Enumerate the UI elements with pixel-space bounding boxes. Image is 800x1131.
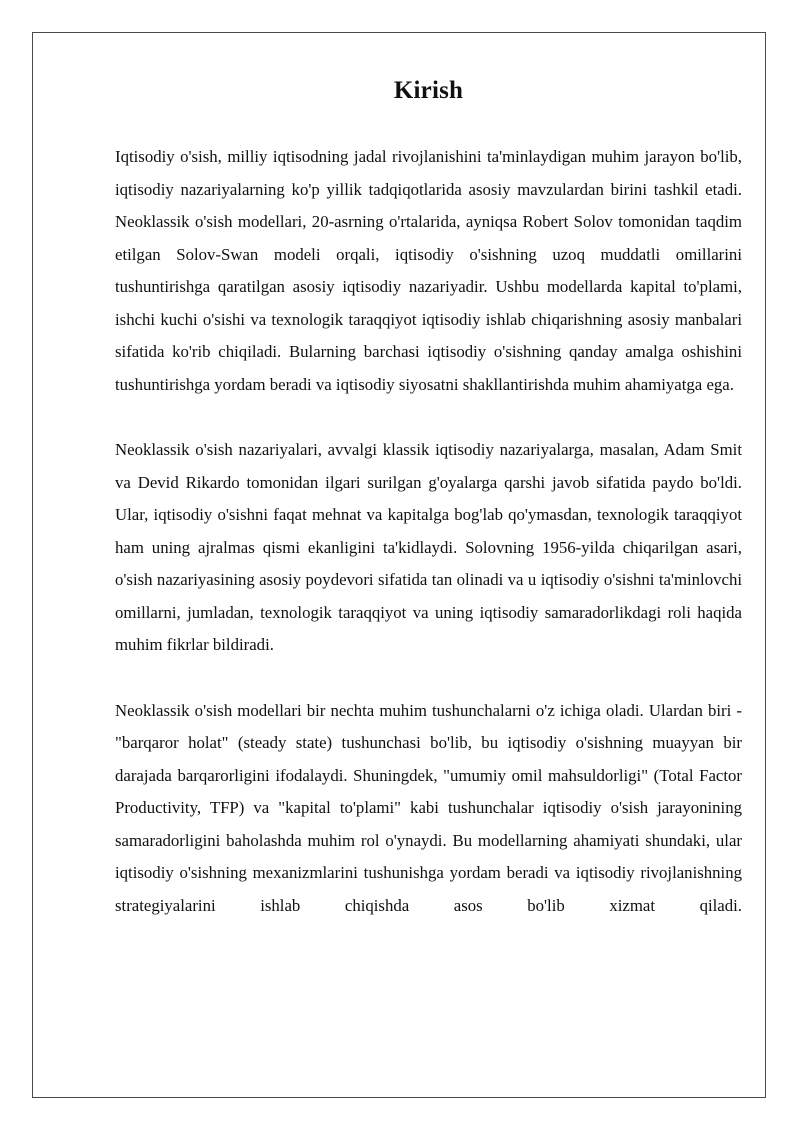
paragraph-spacer: [115, 662, 742, 695]
paragraph-3: Neoklassik o'sish modellari bir nechta muhim tushunchalarni o'z ichiga oladi. Ulardan biri - "barqaror holat" (steady state) tushunchasi bo'lib, bu iqtisodiy o'sishning muayyan bir darajada barqarorligini ifodalaydi. Shuningdek, "umumiy omil mahsuldorligi" (Total Factor Productivity, TFP) va "kapital to'plami" kabi tushunchalar iqtisodiy o'sish jarayonining samaradorligini baholashda muhim rol o'ynaydi. Bu modellarning ahamiyati shundaki, ular iqtisodiy o'sishning mexanizmlarini tushunishga yordam beradi va iqtisodiy rivojlanishning strategiyalarini ishlab chiqishda asos bo'lib xizmat qiladi.: [115, 700, 742, 915]
document-body: [115, 75, 742, 922]
paragraph-1: Iqtisodiy o'sish, milliy iqtisodning jadal rivojlanishini ta'minlaydigan muhim jarayon bo'lib, iqtisodiy nazariyalarning ko'p yillik tadqiqotlarida asosiy mavzulardan birini tashkil etadi. Neoklassik o'sish modellari, 20-asrning o'rtalarida, ayniqsa Robert Solov tomonidan taqdim etilgan Solov-Swan modeli orqali, iqtisodiy o'sishning uzoq muddatli omillarini tushuntirishga qaratilgan asosiy iqtisodiy nazariyadir. Ushbu modellarda kapital to'plami, ishchi kuchi o'sishi va texnologik taraqqiyot iqtisodiy ishlab chiqarishning asosiy manbalari sifatida ko'rib chiqiladi. Bularning barchasi iqtisodiy o'sishning qanday amalga oshishini tushuntirishga yordam beradi va iqtisodiy siyosatni shakllantirishda muhim ahamiyatga ega.: [115, 147, 742, 394]
page-title: Kirish: [393, 77, 464, 104]
paragraph-spacer: [115, 401, 742, 434]
paragraph-2: Neoklassik o'sish nazariyalari, avvalgi klassik iqtisodiy nazariyalarga, masalan, Adam Smit va Devid Rikardo tomonidan ilgari surilgan g'oyalarga qarshi javob sifatida paydo bo'ldi. Ular, iqtisodiy o'sishni faqat mehnat va kapitalga bog'lab qo'ymasdan, texnologik taraqqiyot ham uning ajralmas qismi ekanligini ta'kidlaydi. Solovning 1956-yilda chiqarilgan asari, o'sish nazariyasining asosiy poydevori sifatida tan olinadi va u iqtisodiy o'sishni ta'minlovchi omillarni, jumladan, texnologik taraqqiyot va uning iqtisodiy samaradorlikdagi roli haqida muhim fikrlar bildiradi.: [115, 440, 742, 654]
